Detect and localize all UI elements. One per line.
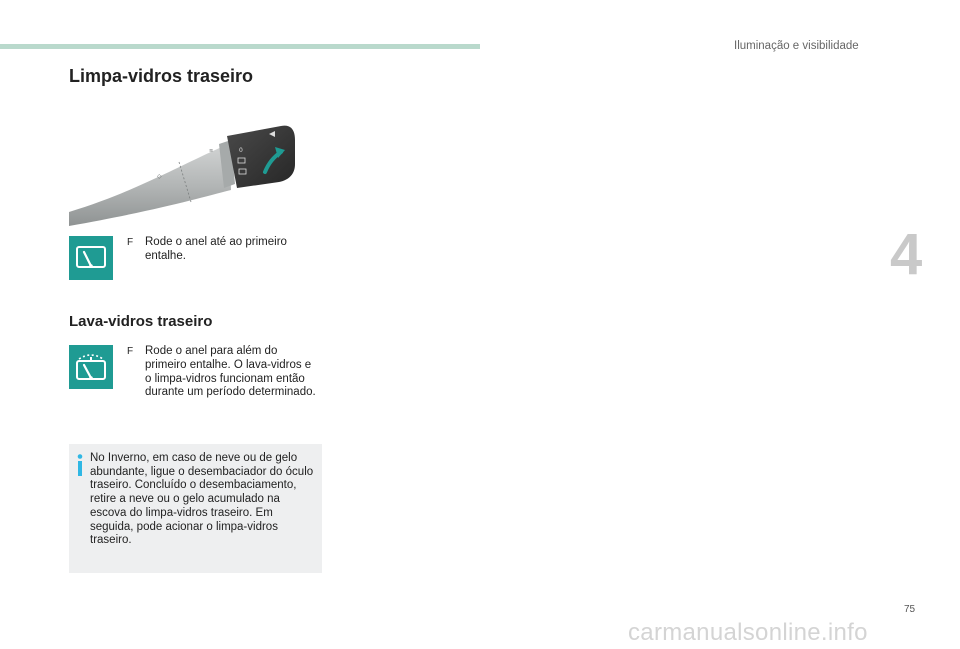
section-subtitle: Lava-vidros traseiro: [69, 313, 213, 330]
bullet-rear-wiper: [127, 236, 317, 264]
info-icon: [75, 454, 85, 476]
watermark: carmanualsonline.info: [628, 619, 868, 646]
bullet-text: Rode o anel até ao primeiro entalhe.: [145, 236, 287, 262]
chapter-number: 4: [890, 222, 923, 287]
bullet-mark: F: [127, 346, 134, 357]
page-title: Limpa-vidros traseiro: [69, 66, 254, 86]
top-rule: [0, 44, 480, 49]
bullet-text: Rode o anel para além do primeiro entalhe. O lava-vidros e o limpa-vidros funcionam então durante um período determinado.: [145, 345, 316, 399]
rear-wiper-icon: [69, 236, 113, 280]
rear-washer-icon: [69, 345, 113, 389]
info-text: No Inverno, em caso de neve ou de gelo abundante, ligue o desembaciador do óculo traseiro. Concluído o desembaciamento, retire a neve ou o gelo acumulado na escova do limpa-vidros traseiro. Em seguida, pode acionar o limpa-vidros traseiro.: [90, 452, 314, 547]
svg-text:0: 0: [239, 147, 243, 154]
bullet-rear-washer: [127, 345, 317, 400]
bullet-mark: F: [127, 237, 134, 248]
page-number: 75: [904, 604, 916, 615]
svg-text:≡: ≡: [209, 148, 214, 154]
section-header: Iluminação e visibilidade: [734, 40, 859, 52]
wiper-stalk-illustration: [69, 114, 323, 226]
info-box: [69, 444, 322, 573]
svg-text:◇: ◇: [157, 173, 162, 180]
